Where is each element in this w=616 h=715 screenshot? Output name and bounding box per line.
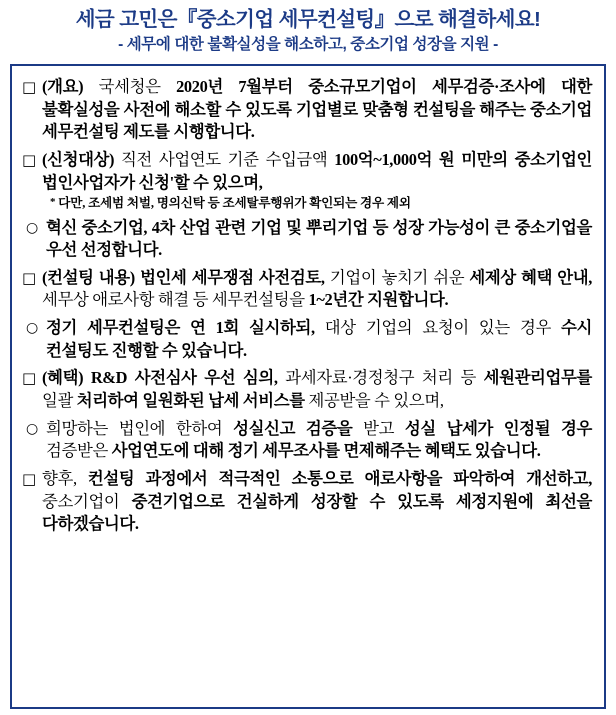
paragraph-item	[22, 317, 592, 362]
paragraph-item	[22, 468, 592, 536]
paragraph-text: 희망하는 법인에 한하여 성실신고 검증을 받고 성실 납세가 인정될 경우 검증받은 사업연도에 대해 정기 세무조사를 면제해주는 혜택도 있습니다.	[46, 418, 592, 461]
paragraph-item	[22, 418, 592, 463]
paragraph-item	[22, 367, 592, 412]
circle-bullet-icon: ○	[26, 420, 39, 437]
paragraph-text: (컨설팅 내용) 법인세 세무쟁점 사전검토, 기업이 놓치기 쉬운 세제상 혜택 안내, 세무상 애로사항 해결 등 세무컨설팅을 1~2년간 지원합니다.	[42, 267, 593, 310]
square-bullet-icon: □	[22, 268, 37, 287]
paragraph-item	[22, 267, 592, 312]
paragraph-text: 정기 세무컨설팅은 연 1회 실시하되, 대상 기업의 요청이 있는 경우 수시 컨설팅도 진행할 수 있습니다.	[46, 318, 592, 360]
content-box	[10, 64, 606, 709]
circle-bullet-icon: ○	[26, 320, 39, 337]
square-bullet-icon: □	[22, 469, 37, 488]
footnote-text: * 다만, 조세범 처벌, 명의신탁 등 조세탈루행위가 확인되는 경우 제외	[50, 196, 411, 211]
square-bullet-icon: □	[22, 150, 37, 169]
paragraph-item	[22, 149, 592, 212]
paragraph-text: (혜택) R&D 사전심사 우선 심의, 과세자료·경정청구 처리 등 세원관리업무를 일괄 처리하여 일원화된 납세 서비스를 제공받을 수 있으며,	[42, 368, 592, 411]
square-bullet-icon: □	[22, 78, 37, 96]
paragraph-item	[22, 76, 592, 144]
paragraph-item	[22, 217, 592, 262]
square-bullet-icon: □	[22, 369, 37, 388]
content-items	[22, 76, 592, 536]
page-title: 세금 고민은『중소기업 세무컨설팅』으로 해결하세요!	[75, 8, 541, 31]
circle-bullet-icon: ○	[26, 219, 39, 236]
page-subtitle: - 세무에 대한 불확실성을 해소하고, 중소기업 성장을 지원 -	[118, 35, 498, 53]
document-header	[0, 0, 616, 58]
paragraph-text: (신청대상) 직전 사업연도 기준 수입금액 100억~1,000억 원 미만의 중소기업인 법인사업자가 신청'할 수 있으며, * 다만, 조세범 처벌, 명의신탁 등 조세탈루행위가 확인되는 경우 제외	[42, 149, 592, 211]
asterisk-icon: *	[50, 196, 56, 209]
paragraph-text: 향후, 컨설팅 과정에서 적극적인 소통으로 애로사항을 파악하여 개선하고, 중소기업이 중견기업으로 건실하게 성장할 수 있도록 세정지원에 최선을 다하겠습니다.	[42, 468, 592, 534]
paragraph-text: (개요) 국세청은 2020년 7월부터 중소규모기업이 세무검증·조사에 대한 불확실성을 사전에 해소할 수 있도록 기업별로 맞춤형 컨설팅을 해주는 중소기업 세무컨설팅 제도를 시행합니다.	[42, 77, 592, 142]
paragraph-text: 혁신 중소기업, 4차 산업 관련 기업 및 뿌리기업 등 성장 가능성이 큰 중소기업을 우선 선정합니다.	[46, 217, 592, 260]
